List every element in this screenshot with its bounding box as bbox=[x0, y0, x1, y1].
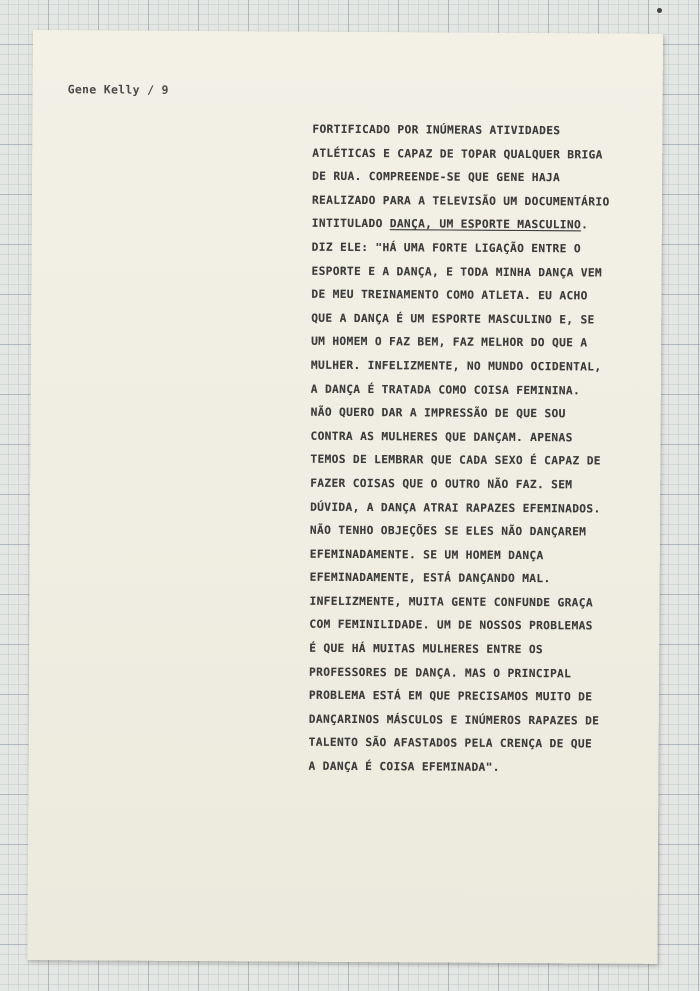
text-line: INFELIZMENTE, MUITA GENTE CONFUNDE GRAÇA bbox=[309, 594, 593, 610]
text-line: FORTIFICADO POR INÚMERAS ATIVIDADES bbox=[312, 122, 561, 138]
text-line: CONTRA AS MULHERES QUE DANÇAM. APENAS bbox=[310, 429, 573, 445]
text-line: PROFESSORES DE DANÇA. MAS O PRINCIPAL bbox=[309, 665, 572, 680]
text-line: NÃO TENHO OBJEÇÕES SE ELES NÃO DANÇAREM bbox=[309, 523, 587, 539]
text-line: EFEMINADAMENTE, ESTÁ DANÇANDO MAL. bbox=[309, 570, 551, 586]
running-head: Gene Kelly / 9 bbox=[67, 82, 169, 97]
text-line: DE MEU TREINAMENTO COMO ATLETA. EU ACHO bbox=[311, 287, 588, 303]
text-line: ESPORTE E A DANÇA, E TODA MINHA DANÇA VEM bbox=[311, 264, 603, 280]
text-line: DE RUA. COMPREENDE-SE QUE GENE HAJA bbox=[312, 169, 561, 185]
text-line: FAZER COISAS QUE O OUTRO NÃO FAZ. SEM bbox=[310, 476, 573, 492]
pin-mark bbox=[657, 8, 662, 13]
text-line: ATLÉTICAS E CAPAZ DE TOPAR QUALQUER BRIGA bbox=[312, 146, 603, 162]
text-line-title bbox=[312, 212, 652, 238]
text-line: A DANÇA É TRATADA COMO COISA FEMININA. bbox=[310, 382, 581, 397]
text-line: TALENTO SÃO AFASTADOS PELA CRENÇA DE QUE bbox=[308, 736, 593, 751]
text-line: TEMOS DE LEMBRAR QUE CADA SEXO É CAPAZ DE bbox=[310, 453, 601, 468]
text-line: REALIZADO PARA A TELEVISÃO UM DOCUMENTÁRIO bbox=[311, 193, 610, 209]
text-line: PROBLEMA ESTÁ EM QUE PRECISAMOS MUITO DE bbox=[308, 688, 593, 704]
text-line: EFEMINADAMENTE. SE UM HOMEM DANÇA bbox=[309, 547, 544, 562]
text-line: DIZ ELE: "HÁ UMA FORTE LIGAÇÃO ENTRE O bbox=[311, 240, 581, 256]
text-line: DANÇARINOS MÁSCULOS E INÚMEROS RAPAZES DE bbox=[308, 712, 600, 728]
text-line: É QUE HÁ MUITAS MULHERES ENTRE OS bbox=[309, 641, 544, 657]
text-line: UM HOMEM O FAZ BEM, FAZ MELHOR DO QUE A bbox=[311, 335, 588, 350]
text-line: MULHER. INFELIZMENTE, NO MUNDO OCIDENTAL, bbox=[310, 358, 602, 374]
body-text bbox=[308, 118, 652, 781]
text-line: A DANÇA É COISA EFEMINADA". bbox=[308, 759, 500, 774]
text-line-lead: INTITULADO bbox=[311, 217, 390, 231]
text-line: QUE A DANÇA É UM ESPORTE MASCULINO E, SE bbox=[311, 311, 595, 327]
title-period: . bbox=[581, 218, 589, 232]
text-line: NÃO QUERO DAR A IMPRESSÃO DE QUE SOU bbox=[310, 405, 566, 421]
text-line: DÚVIDA, A DANÇA ATRAI RAPAZES EFEMINADOS. bbox=[310, 500, 601, 515]
typewritten-page bbox=[27, 30, 663, 964]
documentary-title: DANÇA, UM ESPORTE MASCULINO bbox=[389, 217, 582, 232]
text-line: COM FEMINILIDADE. UM DE NOSSOS PROBLEMAS bbox=[309, 618, 593, 633]
